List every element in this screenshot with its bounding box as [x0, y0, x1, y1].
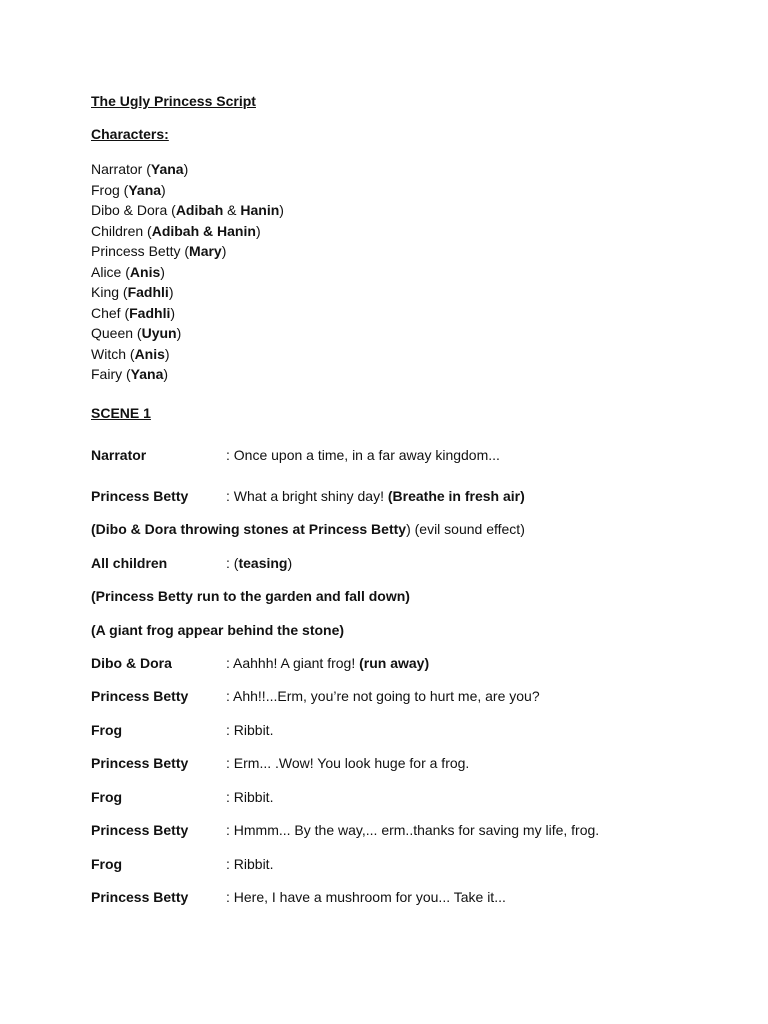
dialogue-line: [91, 555, 292, 571]
character-entry: [91, 323, 284, 344]
character-list: [91, 159, 284, 385]
actor-name: Hanin: [240, 202, 280, 218]
dialogue-line: [91, 447, 500, 463]
speaker-name: All children: [91, 555, 168, 571]
character-entry: [91, 221, 284, 242]
character-role: Children (: [91, 222, 152, 239]
actor-name: Anis: [134, 345, 165, 362]
dialogue-text: : Hmmm... By the way,... erm..thanks for saving my life, frog.: [226, 822, 600, 838]
actor-name: Uyun: [141, 325, 177, 341]
speaker-name: Princess Betty: [91, 889, 189, 905]
speaker-name: Frog: [91, 789, 123, 805]
dialogue-text-end: ): [287, 555, 293, 571]
speaker-name: Frog: [91, 856, 123, 872]
dialogue-text: : Here, I have a mushroom for you... Take it...: [226, 889, 506, 905]
character-close: ): [170, 304, 176, 321]
character-role: Witch (: [91, 345, 135, 362]
dialogue-text: : (: [226, 555, 239, 571]
dialogue-line: [91, 655, 429, 671]
character-close: ): [161, 181, 166, 198]
actor-name: Fadhli: [127, 284, 169, 300]
direction-text: (Princess Betty run to the garden and fall down): [91, 588, 410, 604]
actor-name: Adibah & Hanin: [151, 222, 256, 239]
dialogue-text: : Once upon a time, in a far away kingdom...: [226, 447, 500, 463]
character-role: King (: [91, 284, 128, 300]
scene-heading: SCENE 1: [91, 405, 151, 421]
dialogue-emphasis: teasing: [238, 555, 288, 571]
dialogue-line: [91, 789, 273, 805]
dialogue-text: : Ribbit.: [226, 722, 274, 738]
stage-direction: [91, 622, 344, 638]
direction-text: (Dibo & Dora throwing stones at Princess Betty: [91, 521, 407, 537]
dialogue-line: [91, 755, 469, 771]
stage-note: (Breathe in fresh air): [387, 488, 525, 504]
dialogue-line: [91, 889, 506, 905]
characters-heading: Characters:: [91, 126, 169, 142]
character-entry: [91, 344, 284, 365]
dialogue-line: [91, 488, 525, 504]
actor-name: Yana: [128, 181, 162, 198]
character-entry: [91, 364, 284, 385]
speaker-name: Dibo & Dora: [91, 655, 172, 671]
dialogue-line: [91, 688, 540, 704]
actor-name: Fadhli: [129, 304, 171, 321]
character-entry: [91, 180, 284, 201]
direction-note: ) (evil sound effect): [406, 521, 525, 537]
actor-name: Yana: [150, 161, 184, 177]
character-role: Frog (: [91, 181, 129, 198]
stage-direction: [91, 521, 525, 537]
character-role: Narrator (: [91, 161, 151, 177]
character-entry: [91, 200, 284, 221]
character-entry: [91, 282, 284, 303]
actor-name: Adibah: [175, 202, 224, 218]
character-close: ): [221, 243, 227, 259]
dialogue-text: : Aahhh! A giant frog!: [226, 655, 360, 671]
character-role: Alice (: [91, 263, 130, 280]
dialogue-line: [91, 722, 273, 738]
dialogue-text: : What a bright shiny day!: [226, 488, 388, 504]
character-role: Queen (: [91, 325, 142, 341]
dialogue-text: : Ribbit.: [226, 856, 274, 872]
dialogue-text: : Erm... .Wow! You look huge for a frog.: [226, 755, 470, 771]
document-title: The Ugly Princess Script: [91, 93, 256, 109]
character-close: ): [164, 345, 170, 362]
speaker-name: Princess Betty: [91, 688, 189, 704]
character-entry: [91, 159, 284, 180]
character-role: Princess Betty (: [91, 243, 190, 259]
stage-note: (run away): [359, 655, 430, 671]
character-close: ): [168, 284, 174, 300]
speaker-name: Frog: [91, 722, 123, 738]
character-role: Chef (: [91, 304, 130, 321]
character-role: Fairy (: [91, 366, 131, 382]
speaker-name: Princess Betty: [91, 822, 189, 838]
stage-direction: [91, 588, 410, 604]
character-entry: [91, 241, 284, 262]
dialogue-line: [91, 856, 273, 872]
character-close: ): [163, 366, 169, 382]
dialogue-text: : Ahh!!...Erm, you’re not going to hurt me, are you?: [226, 688, 540, 704]
character-close: ): [279, 202, 284, 218]
character-role: Dibo & Dora (: [91, 202, 176, 218]
character-close: ): [160, 263, 165, 280]
actor-joiner: &: [223, 202, 241, 218]
character-close: ): [176, 325, 182, 341]
speaker-name: Narrator: [91, 447, 147, 463]
character-close: ): [183, 161, 189, 177]
direction-text: (A giant frog appear behind the stone): [91, 622, 345, 638]
speaker-name: Princess Betty: [91, 488, 189, 504]
speaker-name: Princess Betty: [91, 755, 189, 771]
dialogue-line: [91, 822, 599, 838]
character-close: ): [255, 222, 261, 239]
dialogue-text: : Ribbit.: [226, 789, 274, 805]
character-entry: [91, 262, 284, 283]
actor-name: Anis: [129, 263, 161, 280]
character-entry: [91, 303, 284, 324]
actor-name: Yana: [130, 366, 164, 382]
actor-name: Mary: [189, 243, 222, 259]
